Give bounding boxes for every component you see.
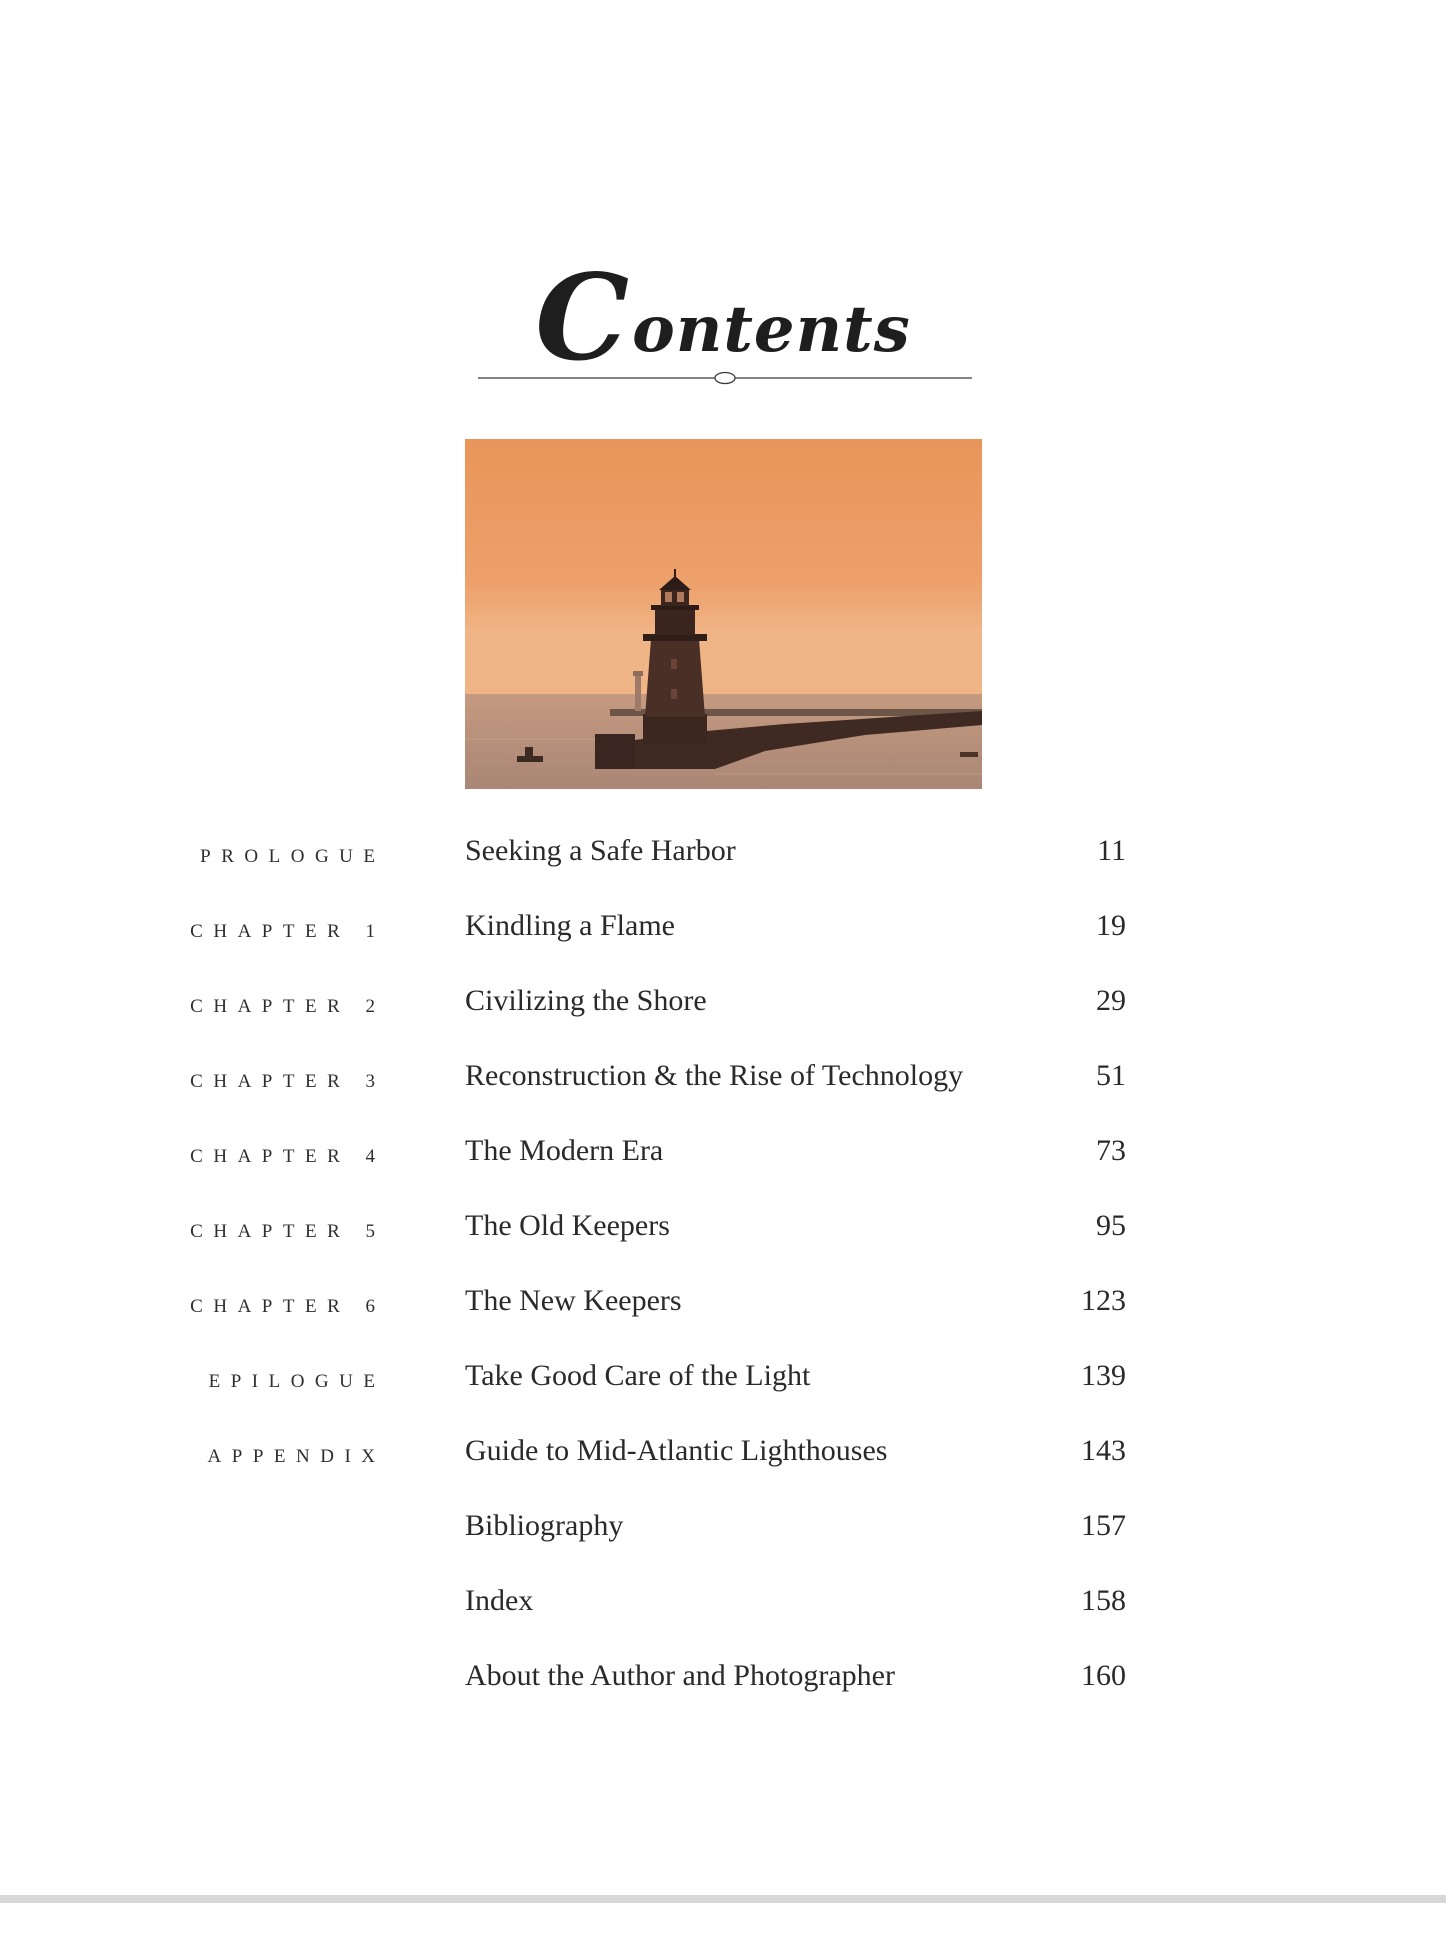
toc-title: Guide to Mid-Atlantic Lighthouses [465,1434,888,1467]
toc-title: Take Good Care of the Light [465,1359,811,1392]
lighthouse-photo [465,439,982,789]
toc-row [0,1353,1446,1428]
toc-page-number: 160 [1081,1659,1126,1692]
toc-label: EPILOGUE [208,1371,386,1392]
toc-row [0,1278,1446,1353]
toc-row [0,1428,1446,1503]
toc-row [0,1578,1446,1653]
page-title-rest: ontents [632,291,911,367]
toc-label: CHAPTER 6 [190,1296,386,1317]
toc-label: CHAPTER 5 [190,1221,386,1242]
toc-page-number: 123 [1081,1284,1126,1317]
toc-page-number: 157 [1081,1509,1126,1542]
toc-title: Civilizing the Shore [465,984,707,1017]
page-title-initial: C [535,247,631,387]
toc-row [0,1128,1446,1203]
toc-page-number: 73 [1096,1134,1126,1167]
toc-title: The Old Keepers [465,1209,670,1242]
toc-row [0,828,1446,903]
toc-label: CHAPTER 2 [190,996,386,1017]
toc-title: About the Author and Photographer [465,1659,895,1692]
toc-title: Reconstruction & the Rise of Technology [465,1059,964,1092]
toc-title: The New Keepers [465,1284,682,1317]
ornamental-divider [478,366,972,390]
toc-row [0,978,1446,1053]
toc-label: APPENDIX [207,1446,386,1467]
toc-label: CHAPTER 1 [190,921,386,942]
page-bottom-edge [0,1895,1446,1903]
toc-row [0,903,1446,978]
toc-page-number: 51 [1096,1059,1126,1092]
toc-page-number: 158 [1081,1584,1126,1617]
toc-page-number: 143 [1081,1434,1126,1467]
toc-title: Kindling a Flame [465,909,675,942]
toc-row [0,1503,1446,1578]
toc-title: Bibliography [465,1509,624,1542]
toc-title: Index [465,1584,534,1617]
toc-page-number: 95 [1096,1209,1126,1242]
toc-label: CHAPTER 4 [190,1146,386,1167]
toc-row [0,1653,1446,1728]
toc-title: Seeking a Safe Harbor [465,834,736,867]
toc-page-number: 19 [1096,909,1126,942]
toc-row [0,1203,1446,1278]
toc-label: CHAPTER 3 [190,1071,386,1092]
toc-page-number: 139 [1081,1359,1126,1392]
toc-title: The Modern Era [465,1134,664,1167]
toc-row [0,1053,1446,1128]
toc-label: PROLOGUE [200,846,386,867]
toc-page-number: 11 [1097,834,1126,867]
toc-page-number: 29 [1096,984,1126,1017]
